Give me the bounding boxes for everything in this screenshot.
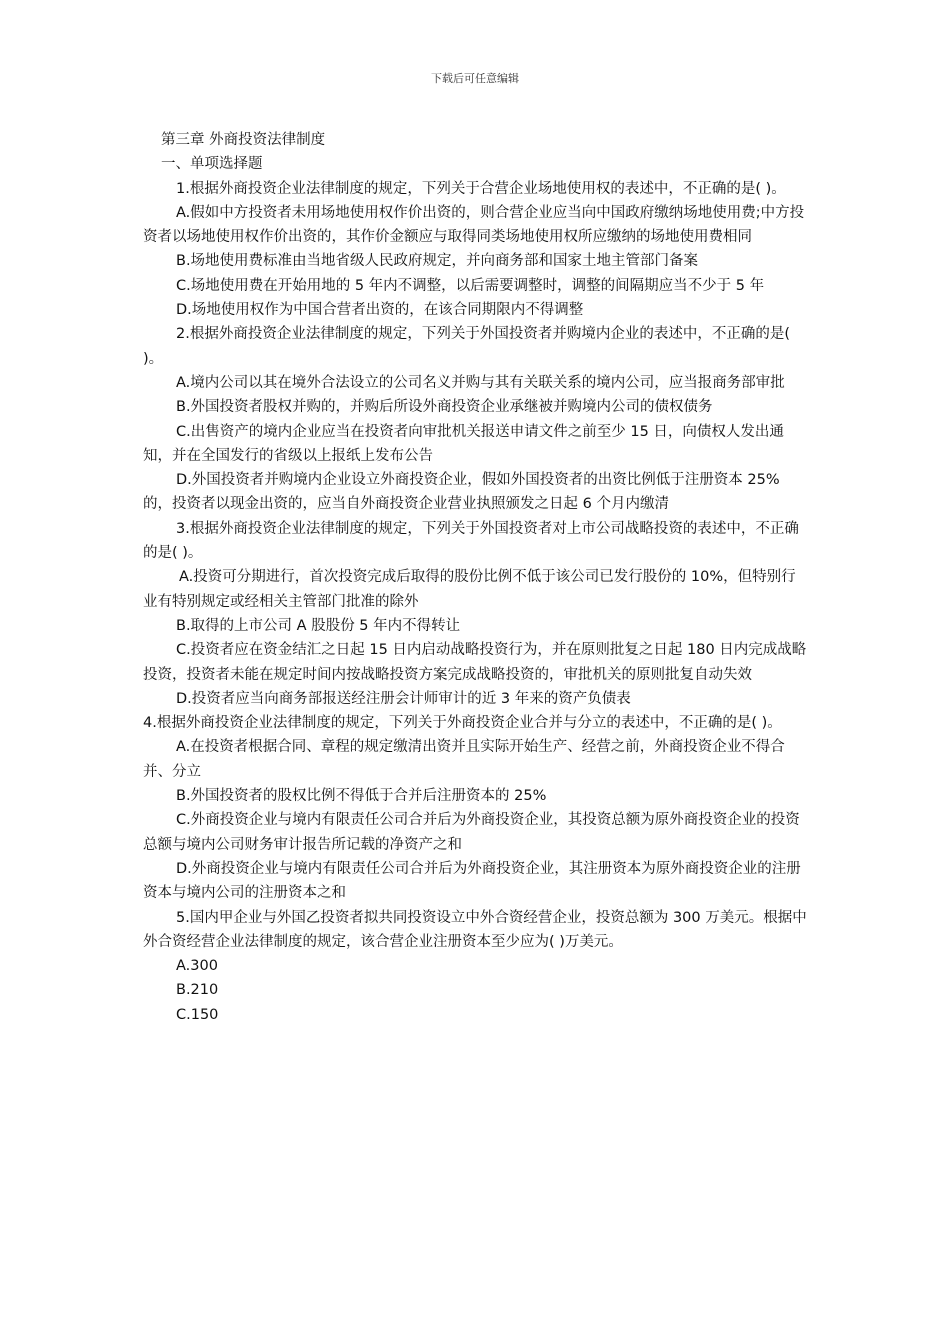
- question-stem: 4.根据外商投资企业法律制度的规定，下列关于外商投资企业合并与分立的表述中，不正确的是( )。: [143, 715, 782, 732]
- question-option: B.210: [176, 982, 219, 999]
- question-option: B.场地使用费标准由当地省级人民政府规定，并向商务部和国家土地主管部门备案: [176, 253, 699, 270]
- document-body: [143, 128, 808, 1027]
- question-option: A.境内公司以其在境外合法设立的公司名义并购与其有关联关系的境内公司，应当报商务部审批: [176, 374, 785, 391]
- question-option: A.投资可分期进行，首次投资完成后取得的股份比例不低于该公司已发行股份的 10%，但特别行业有特别规定或经相关主管部门批准的除外: [143, 569, 796, 610]
- question-option: B.外国投资者的股权比例不得低于合并后注册资本的 25%: [176, 788, 547, 805]
- question-option: D.场地使用权作为中国合营者出资的，在该合同期限内不得调整: [176, 302, 584, 319]
- question-option: C.外商投资企业与境内有限责任公司合并后为外商投资企业，其投资总额为原外商投资企业的投资总额与境内公司财务审计报告所记载的净资产之和: [143, 812, 800, 853]
- question-option: D.外商投资企业与境内有限责任公司合并后为外商投资企业，其注册资本为原外商投资企业的注册资本与境内公司的注册资本之和: [143, 860, 801, 902]
- question-option: A.300: [176, 958, 218, 975]
- question-option: B.取得的上市公司 A 股股份 5 年内不得转让: [176, 617, 461, 634]
- question-stem: 1.根据外商投资企业法律制度的规定，下列关于合营企业场地使用权的表述中，不正确的是( )。: [176, 180, 786, 197]
- page-header: 下载后可任意编辑: [431, 72, 519, 85]
- chapter-title: 第三章 外商投资法律制度: [161, 132, 326, 148]
- question-option: D.外国投资者并购境内企业设立外商投资企业，假如外国投资者的出资比例低于注册资本 25%的，投资者以现金出资的，应当自外商投资企业营业执照颁发之日起 6 个月内缴清: [143, 472, 780, 513]
- question-stem: 3.根据外商投资企业法律制度的规定，下列关于外国投资者对上市公司战略投资的表述中，不正确的是( )。: [143, 520, 799, 562]
- question-option: C.场地使用费在开始用地的 5 年内不调整，以后需要调整时，调整的间隔期应当不少于 5 年: [176, 277, 765, 294]
- question-stem: 2.根据外商投资企业法律制度的规定，下列关于外国投资者并购境内企业的表述中，不正确的是( )。: [143, 326, 790, 367]
- question-option: D.投资者应当向商务部报送经注册会计师审计的近 3 年来的资产负债表: [176, 690, 631, 707]
- section-title: 一、单项选择题: [161, 156, 263, 173]
- question-option: C.投资者应在资金结汇之日起 15 日内启动战略投资行为，并在原则批复之日起 180 日内完成战略投资，投资者未能在规定时间内按战略投资方案完成战略投资的，审批机关的原则批复自动失效: [143, 642, 807, 683]
- question-option: C.150: [176, 1006, 219, 1023]
- question-option: A.在投资者根据合同、章程的规定缴清出资并且实际开始生产、经营之前，外商投资企业不得合并、分立: [143, 739, 785, 780]
- question-stem: 5.国内甲企业与外国乙投资者拟共同投资设立中外合资经营企业，投资总额为 300 万美元。根据中外合资经营企业法律制度的规定，该合营企业注册资本至少应为( )万美元。: [143, 909, 807, 950]
- question-option: A.假如中方投资者未用场地使用权作价出资的，则合营企业应当向中国政府缴纳场地使用费;中方投资者以场地使用权作价出资的，其作价金额应与取得同类场地使用权所应缴纳的场地使用费相同: [143, 204, 805, 246]
- question-option: B.外国投资者股权并购的，并购后所设外商投资企业承继被并购境内公司的债权债务: [176, 399, 713, 416]
- question-option: C.出售资产的境内企业应当在投资者向审批机关报送申请文件之前至少 15 日，向债权人发出通知，并在全国发行的省级以上报纸上发布公告: [143, 423, 784, 464]
